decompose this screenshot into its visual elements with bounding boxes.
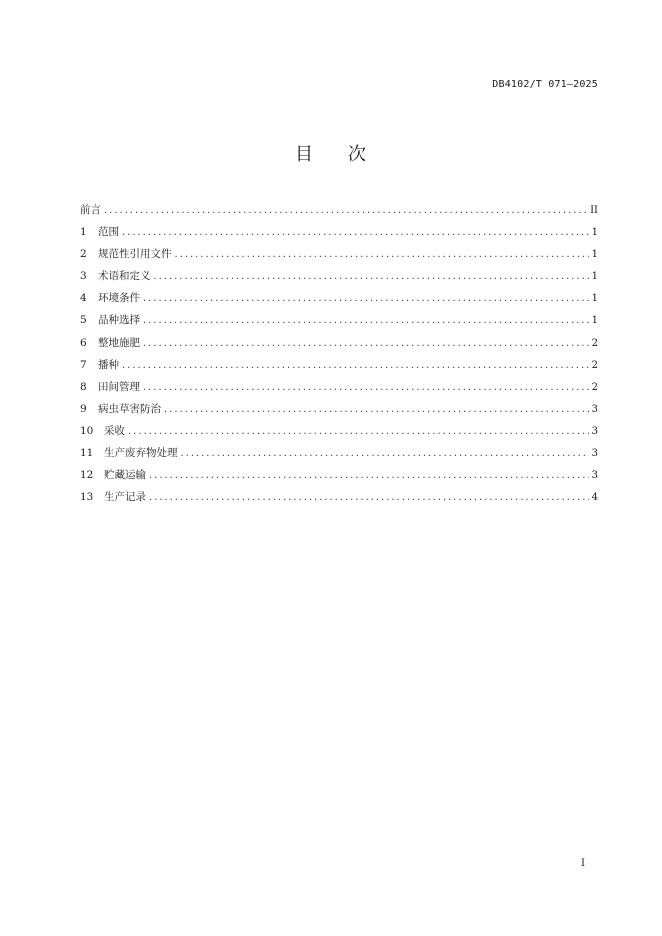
toc-entry-label: 贮藏运输 — [104, 469, 146, 482]
toc-entry-page: 1 — [591, 293, 598, 305]
toc-leader-dots — [181, 443, 589, 465]
toc-entry-label: 采收 — [104, 424, 125, 437]
document-code: DB4102/T 071—2025 — [492, 79, 598, 90]
toc-entry-13[interactable] — [80, 486, 598, 508]
toc-entry-12[interactable] — [80, 464, 598, 486]
toc-entry-foreword[interactable] — [80, 199, 598, 221]
toc-entry-5[interactable] — [80, 309, 598, 331]
toc-entry-8[interactable] — [80, 376, 598, 398]
toc-entry-1[interactable] — [80, 221, 598, 243]
toc-entry-label: 生产记录 — [104, 491, 146, 504]
toc-leader-dots — [143, 377, 589, 399]
toc-entry-label: 术语和定义 — [98, 270, 151, 283]
toc-entry-number: 6 — [80, 336, 87, 349]
toc-title — [0, 140, 662, 166]
toc-leader-dots — [175, 244, 589, 266]
toc-entry-number: 2 — [80, 248, 87, 261]
toc-entry-number: 4 — [80, 292, 87, 305]
toc-leader-dots — [104, 200, 587, 222]
toc-entry-3[interactable] — [80, 265, 598, 287]
toc-entry-page: 3 — [591, 448, 598, 460]
toc-leader-dots — [128, 421, 589, 443]
toc-entry-label: 播种 — [98, 358, 119, 371]
toc-leader-dots — [143, 288, 589, 310]
toc-entry-number: 5 — [80, 314, 87, 327]
toc-entry-page: 1 — [591, 315, 598, 327]
toc-entry-6[interactable] — [80, 332, 598, 354]
page-number: I — [581, 858, 585, 869]
toc-entry-page: 1 — [591, 271, 598, 283]
toc-entry-7[interactable] — [80, 354, 598, 376]
toc-leader-dots — [149, 487, 589, 509]
toc-entry-label: 环境条件 — [98, 292, 140, 305]
toc-entry-page: 2 — [591, 337, 598, 349]
toc-entry-page: 2 — [591, 381, 598, 393]
toc-entry-label: 田间管理 — [98, 380, 140, 393]
toc-entry-number: 8 — [80, 380, 87, 393]
toc-entry-page: 3 — [591, 403, 598, 415]
toc-title-char-1: 目 — [295, 144, 314, 165]
toc-entry-label: 规范性引用文件 — [98, 248, 172, 261]
toc-entry-label: 生产废弃物处理 — [104, 447, 178, 460]
toc-entry-label: 前言 — [80, 204, 101, 216]
toc-entry-11[interactable] — [80, 442, 598, 464]
toc-entry-number: 10 — [80, 424, 94, 437]
toc-leader-dots — [149, 465, 589, 487]
toc-leader-dots — [122, 222, 589, 244]
toc-entry-9[interactable] — [80, 398, 598, 420]
toc-entry-label: 品种选择 — [98, 314, 140, 327]
toc-leader-dots — [154, 266, 589, 288]
toc-entry-4[interactable] — [80, 287, 598, 309]
toc-entry-10[interactable] — [80, 420, 598, 442]
toc-entry-label: 范围 — [98, 226, 119, 239]
toc-entry-number: 11 — [80, 447, 94, 460]
toc-entry-number: 3 — [80, 270, 87, 283]
toc-list — [80, 199, 598, 508]
toc-entry-page: 4 — [591, 492, 598, 504]
toc-entry-label: 整地施肥 — [98, 336, 140, 349]
toc-entry-page: II — [590, 205, 598, 216]
toc-entry-2[interactable] — [80, 243, 598, 265]
toc-entry-page: 1 — [591, 249, 598, 261]
toc-entry-number: 12 — [80, 469, 94, 482]
toc-leader-dots — [143, 310, 589, 332]
toc-entry-page: 2 — [591, 359, 598, 371]
toc-leader-dots — [164, 399, 589, 421]
toc-entry-number: 13 — [80, 491, 94, 504]
toc-entry-page: 1 — [591, 227, 598, 239]
toc-entry-number: 9 — [80, 402, 87, 415]
toc-entry-page: 3 — [591, 425, 598, 437]
toc-entry-number: 1 — [80, 226, 87, 239]
toc-entry-number: 7 — [80, 358, 87, 371]
toc-title-char-2: 次 — [348, 144, 367, 165]
toc-entry-label: 病虫草害防治 — [98, 402, 161, 415]
toc-entry-page: 3 — [591, 470, 598, 482]
toc-leader-dots — [143, 333, 589, 355]
toc-leader-dots — [122, 355, 589, 377]
